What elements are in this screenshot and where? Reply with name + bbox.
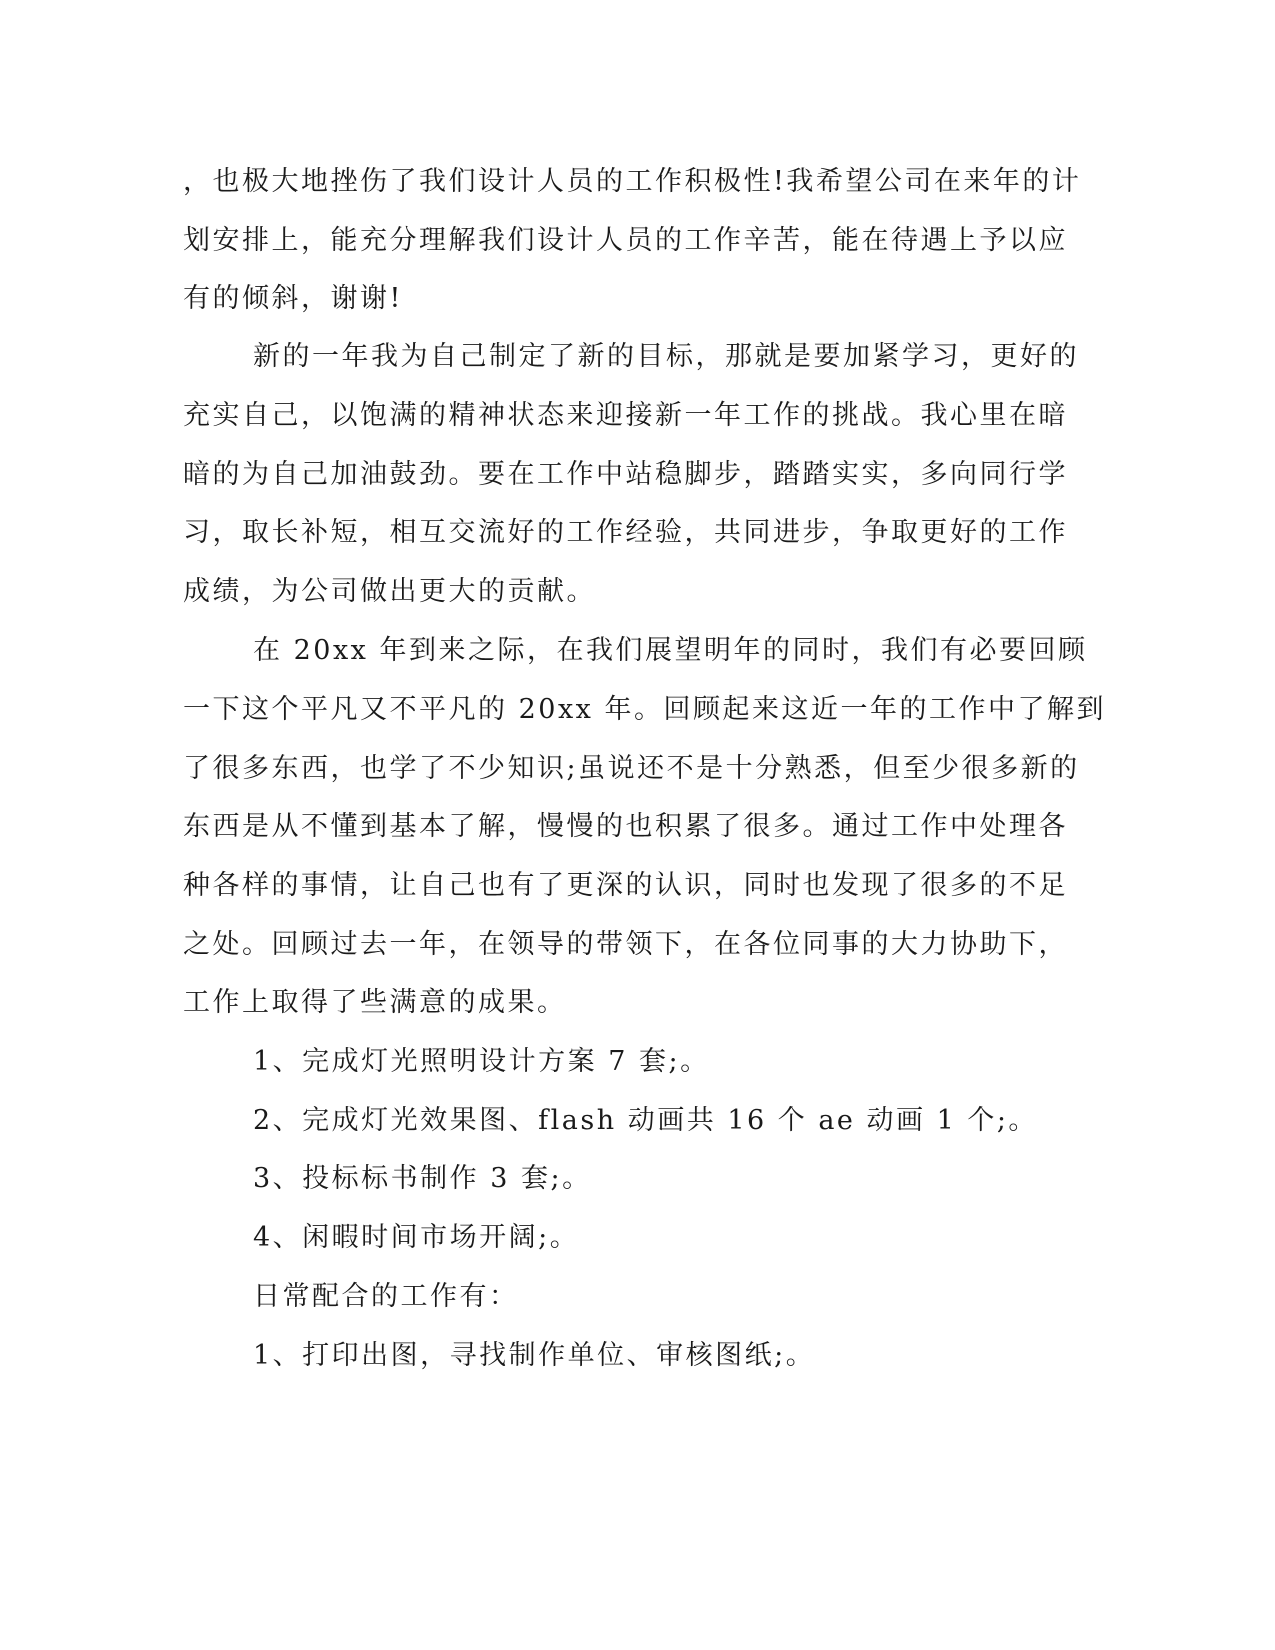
paragraph-line: ，也极大地挫伤了我们设计人员的工作积极性!我希望公司在来年的计 bbox=[183, 166, 1082, 197]
paragraph-line: 了很多东西，也学了不少知识;虽说还不是十分熟悉，但至少很多新的 bbox=[183, 753, 1080, 784]
paragraph-line: 成绩，为公司做出更大的贡献。 bbox=[183, 576, 596, 607]
paragraph-line: 暗的为自己加油鼓劲。要在工作中站稳脚步，踏踏实实，多向同行学 bbox=[183, 459, 1068, 490]
achievement-item: 1、完成灯光照明设计方案 7 套;。 bbox=[253, 1046, 710, 1077]
achievement-item: 2、完成灯光效果图、flash 动画共 16 个 ae 动画 1 个;。 bbox=[253, 1105, 1038, 1136]
achievement-item: 3、投标标书制作 3 套;。 bbox=[253, 1163, 592, 1194]
achievement-item: 4、闲暇时间市场开阔;。 bbox=[253, 1222, 580, 1253]
daily-work-item: 1、打印出图，寻找制作单位、审核图纸;。 bbox=[253, 1340, 816, 1371]
paragraph-line: 在 20xx 年到来之际，在我们展望明年的同时，我们有必要回顾 bbox=[253, 635, 1088, 666]
paragraph-line: 之处。回顾过去一年，在领导的带领下，在各位同事的大力协助下， bbox=[183, 929, 1068, 960]
paragraph-line: 充实自己，以饱满的精神状态来迎接新一年工作的挑战。我心里在暗 bbox=[183, 400, 1068, 431]
paragraph-line: 种各样的事情，让自己也有了更深的认识，同时也发现了很多的不足 bbox=[183, 870, 1068, 901]
paragraph-line: 工作上取得了些满意的成果。 bbox=[183, 987, 567, 1018]
paragraph-line: 一下这个平凡又不平凡的 20xx 年。回顾起来这近一年的工作中了解到 bbox=[183, 694, 1106, 725]
paragraph-line: 东西是从不懂到基本了解，慢慢的也积累了很多。通过工作中处理各 bbox=[183, 811, 1068, 842]
paragraph-line: 新的一年我为自己制定了新的目标，那就是要加紧学习，更好的 bbox=[253, 341, 1079, 372]
paragraph-line: 划安排上，能充分理解我们设计人员的工作辛苦，能在待遇上予以应 bbox=[183, 225, 1068, 256]
daily-work-heading: 日常配合的工作有： bbox=[253, 1281, 519, 1312]
paragraph-line: 习，取长补短，相互交流好的工作经验，共同进步，争取更好的工作 bbox=[183, 517, 1068, 548]
paragraph-line: 有的倾斜，谢谢! bbox=[183, 283, 403, 314]
